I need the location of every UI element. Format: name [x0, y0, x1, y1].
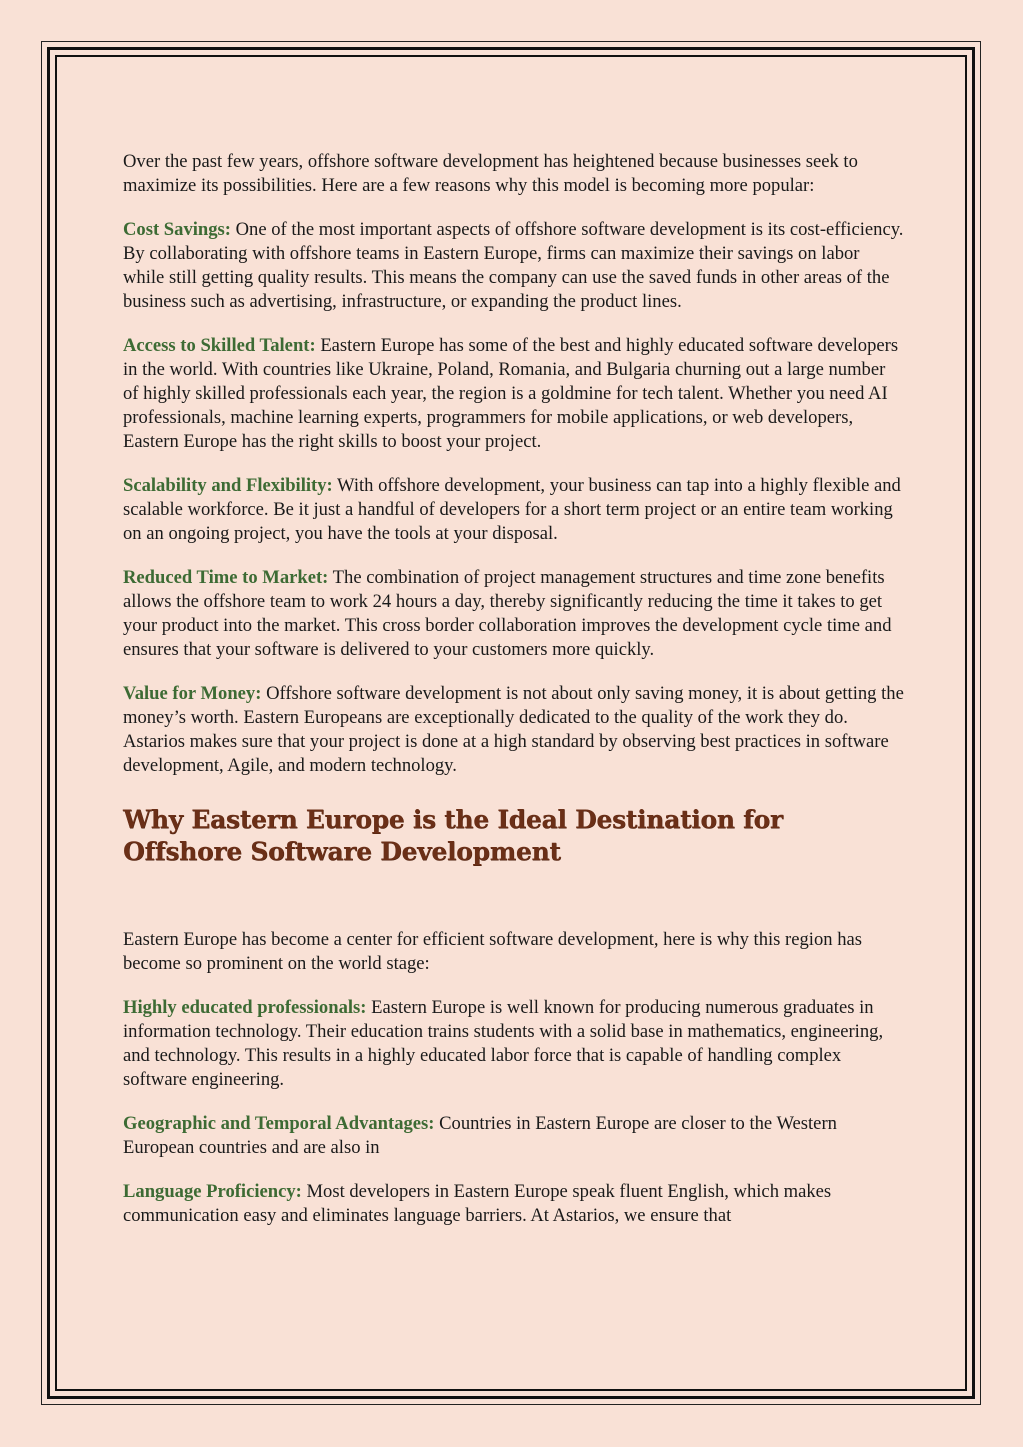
reason-text: With offshore development, your business can tap into a highly flexible and scalable workforce. Be it just a handful of developers for a short term project or an entire team working on an ongoing project, you have the tools at your disposal.	[123, 475, 901, 544]
reason-term: Reduced Time to Market:	[123, 567, 329, 588]
reason-value-for-money	[123, 682, 905, 778]
advantage-term: Geographic and Temporal Advantages:	[123, 1113, 435, 1134]
intro-paragraph: Over the past few years, offshore software development has heightened because businesses seek to maximize its possibilities. Here are a few reasons why this model is becoming more popular:	[123, 151, 858, 196]
advantage-educated-professionals	[123, 996, 905, 1092]
reason-text: One of the most important aspects of offshore software development is its cost-efficiency. By collaborating with offshore teams in Eastern Europe, firms can maximize their savings on labor while still getting quality results. This means the company can use the saved funds in other areas of the business such as advertising, infrastructure, or expanding the product lines.	[123, 219, 904, 312]
reason-text: The combination of project management structures and time zone benefits allows the offshore team to work 24 hours a day, thereby significantly reducing the time it takes to get your product into the market. This cross border collaboration improves the development cycle time and ensures that your software is delivered to your customers more quickly.	[123, 567, 892, 660]
reason-term: Cost Savings:	[123, 219, 231, 240]
reason-time-to-market	[123, 566, 905, 662]
reason-skilled-talent	[123, 334, 905, 454]
advantage-text: Most developers in Eastern Europe speak fluent English, which makes communication easy and eliminates language barriers. At Astarios, we ensure that	[123, 1181, 832, 1226]
advantage-text: Countries in Eastern Europe are closer to the Western European countries and are also in	[123, 1113, 837, 1158]
reason-term: Access to Skilled Talent:	[123, 335, 316, 356]
section-heading: Why Eastern Europe is the Ideal Destination for Offshore Software Development	[123, 805, 783, 866]
advantage-term: Highly educated professionals:	[123, 997, 367, 1018]
advantage-language-proficiency	[123, 1180, 905, 1228]
advantage-geographic-temporal	[123, 1112, 905, 1160]
reason-cost-savings	[123, 218, 905, 314]
reason-text: Eastern Europe has some of the best and highly educated software developers in the world. With countries like Ukraine, Poland, Romania, and Bulgaria churning out a large number of highly skilled professionals each year, the region is a goldmine for tech talent. Whether you need AI professionals, machine learning experts, programmers for mobile applications, or web developers, Eastern Europe has the right skills to boost your project.	[123, 335, 899, 452]
section-intro-paragraph: Eastern Europe has become a center for efficient software development, here is why this region has become so prominent on the world stage:	[123, 929, 862, 974]
reason-term: Value for Money:	[123, 683, 262, 704]
document-body	[123, 150, 905, 1228]
reason-term: Scalability and Flexibility:	[123, 475, 333, 496]
reason-scalability	[123, 474, 905, 546]
advantage-text: Eastern Europe is well known for producing numerous graduates in information technology. Their education trains students with a solid base in mathematics, engineering, and technology. This results in a highly educated labor force that is capable of handling complex software engineering.	[123, 997, 884, 1090]
advantage-term: Language Proficiency:	[123, 1181, 302, 1202]
reason-text: Offshore software development is not about only saving money, it is about getting the money’s worth. Eastern Europeans are exceptionally dedicated to the quality of the work they do. Astarios makes sure that your project is done at a high standard by observing best practices in software development, Agile, and modern technology.	[123, 683, 904, 776]
